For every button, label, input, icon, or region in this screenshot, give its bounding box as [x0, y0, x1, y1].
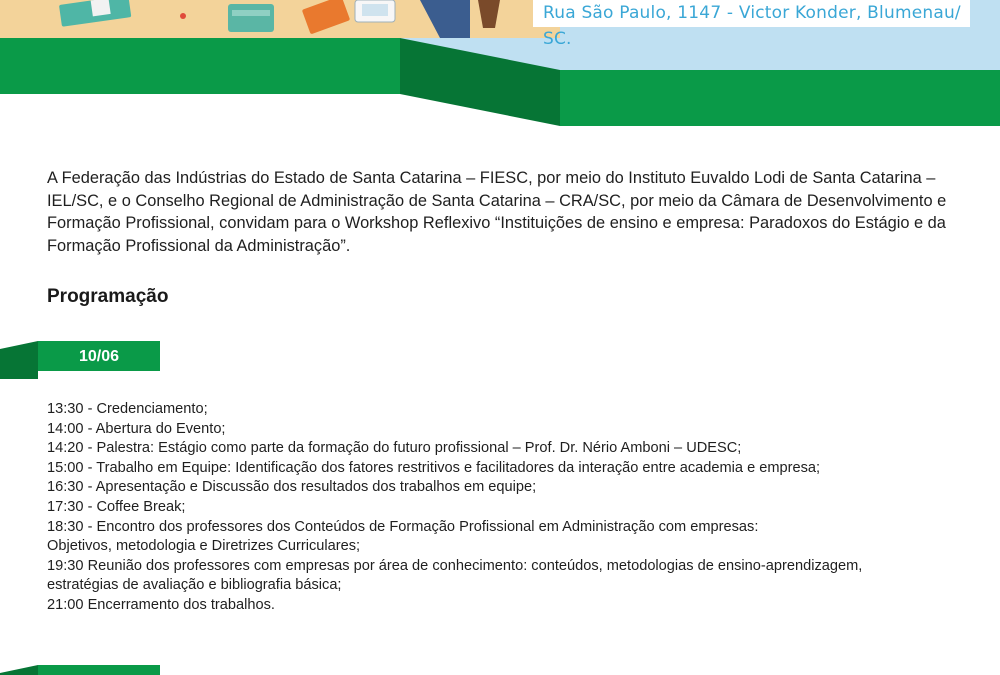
schedule-item: 21:00 Encerramento dos trabalhos.	[47, 596, 275, 613]
intro-paragraph: A Federação das Indústrias do Estado de Santa Catarina – FIESC, por meio do Instituto Euvaldo Lodi de Santa Catarina – IEL/SC, e o Conselho Regional de Administração de Santa Catarina – CRA/SC, por meio da Câmara de Desenvolvimento e Formação Profissional, convidam para o Workshop Reflexivo “Instituições de ensino e empresa: Paradoxos do Estágio e da Formação Profissional da Administração”.	[47, 169, 947, 255]
pin-icon	[180, 13, 186, 19]
date-tab-day2	[0, 665, 160, 675]
green-band-right	[560, 70, 1000, 126]
schedule-item: 13:30 - Credenciamento;	[47, 401, 208, 417]
event-address: Rua São Paulo, 1147 - Victor Konder, Blumenau/ SC.	[533, 0, 970, 27]
schedule-item: 14:00 - Abertura do Evento;	[47, 420, 226, 437]
date-label: 10/06	[78, 348, 120, 365]
green-band-left	[0, 38, 400, 94]
schedule-item: 18:30 - Encontro dos professores dos Conteúdos de Formação Profissional em Administração com empresas:	[47, 518, 759, 535]
schedule-item: 19:30 Reunião dos professores com empresas por área de conhecimento: conteúdos, metodologias de ensino-aprendizagem,	[47, 557, 863, 574]
schedule-item: Objetivos, metodologia e Diretrizes Curriculares;	[47, 538, 361, 555]
schedule-item: 17:30 - Coffee Break;	[47, 498, 186, 515]
tablet-icon	[355, 0, 395, 22]
schedule-item: estratégias de avaliação e bibliografia básica;	[47, 577, 342, 594]
date-tab-day1	[0, 341, 160, 381]
notebook-icon	[228, 4, 274, 32]
section-title: Programação	[47, 286, 169, 307]
schedule-item: 15:00 - Trabalho em Equipe: Identificação dos fatores restritivos e facilitadores da interação entre academia e empresa;	[47, 459, 821, 476]
schedule-item: 14:20 - Palestra: Estágio como parte da formação do futuro profissional – Prof. Dr. Nério Amboni – UDESC;	[47, 440, 742, 457]
schedule-list	[47, 400, 992, 616]
date-tab-shape	[0, 665, 160, 675]
schedule-item: 16:30 - Apresentação e Discussão dos resultados dos trabalhos em equipe;	[47, 479, 537, 496]
